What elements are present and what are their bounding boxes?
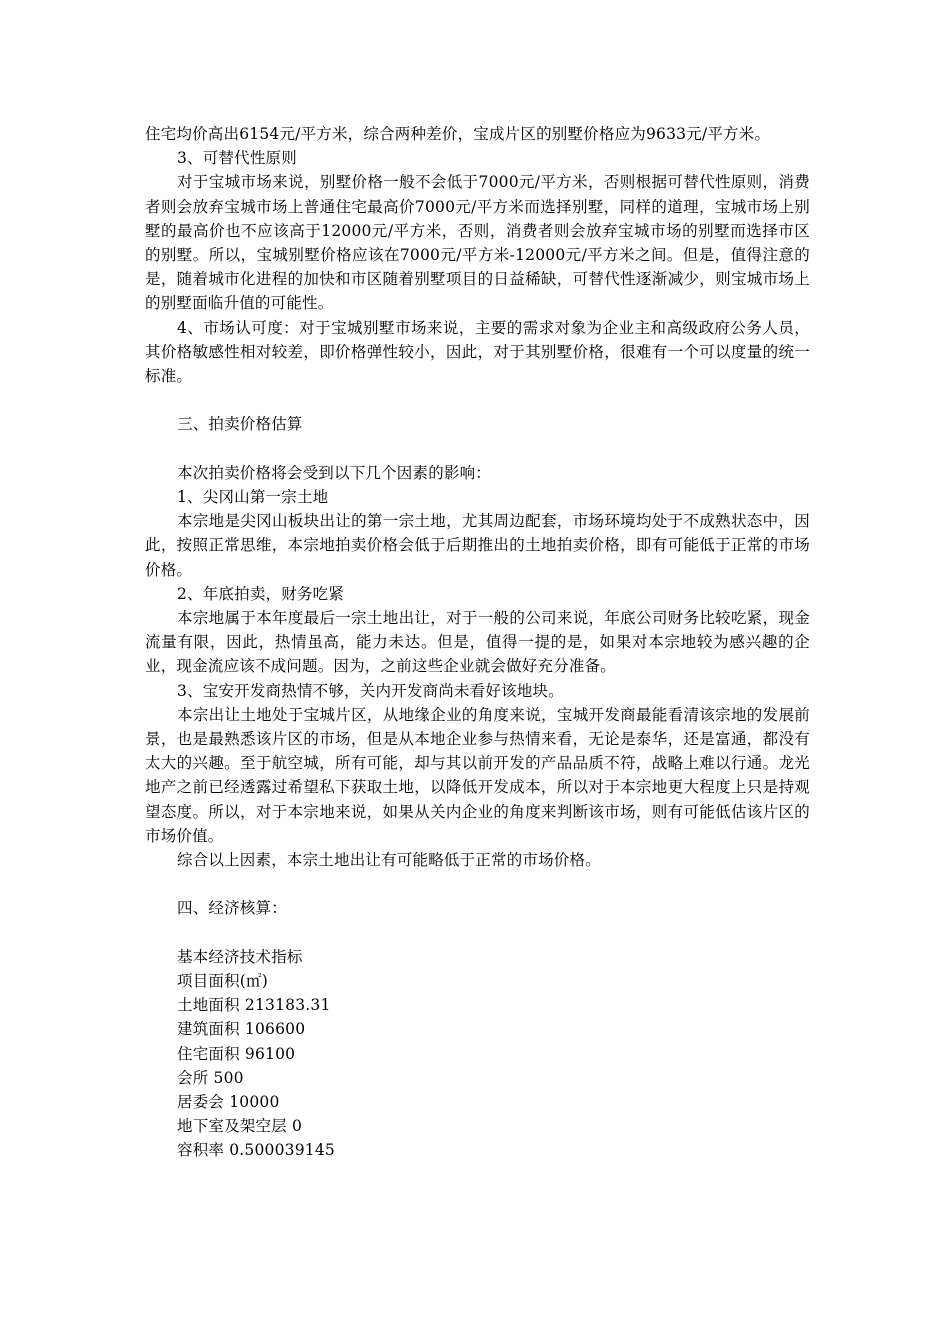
spacer (145, 872, 810, 896)
indicator-clubhouse: 会所 500 (177, 1068, 244, 1087)
heading-economic-accounting: 四、经济核算： (177, 899, 287, 918)
document-page (145, 122, 810, 1163)
spacer (145, 437, 810, 461)
indicator-building-area: 建筑面积 106600 (177, 1020, 306, 1039)
spacer (145, 921, 810, 945)
indicator-plot-ratio: 容积率 0.500039145 (177, 1141, 335, 1160)
heading-factor-2: 2、年底拍卖，财务吃紧 (177, 584, 345, 603)
paragraph-market-acceptance: 4、市场认可度：对于宝城别墅市场来说，主要的需求对象为企业主和高级政府公务人员，其价格敏感性相对较差，即价格弹性较小，因此，对于其别墅价格，很难有一个可以度量的统一标准。 (145, 318, 810, 386)
indicators-list (145, 993, 810, 1162)
indicator-basement: 地下室及架空层 0 (177, 1117, 303, 1136)
paragraph-factor-3: 本宗出让土地处于宝城片区，从地缘企业的角度来说，宝城开发商最能看清该宗地的发展前景，也是最熟悉该片区的市场，但是从本地企业参与热情来看，无论是泰华，还是富通，都没有太大的兴趣。至于航空城，所有可能，却与其以前开发的产品品质不符，战略上难以行通。龙光地产之前已经透露过希望私下获取土地，以降低开发成本，所以对于本宗地更大程度上只是持观望态度。所以，对于本宗地来说，如果从关内企业的角度来判断该市场，则有可能低估该片区的市场价值。 (145, 705, 810, 845)
heading-auction-price-estimate: 三、拍卖价格估算 (177, 415, 303, 434)
spacer (145, 388, 810, 412)
paragraph-substitution-principle: 对于宝城市场来说，别墅价格一般不会低于7000元/平方米，否则根据可替代性原则，消费者则会放弃宝城市场上普通住宅最高价7000元/平方米而选择别墅，同样的道理，宝城市场上别墅的最高价也不应该高于12000元/平方米，否则，消费者则会放弃宝城市场的别墅而选择市区的别墅。所以，宝城别墅价格应该在7000元/平方米-12000元/平方米之间。但是，值得注意的是，随着城市化进程的加快和市区随着别墅项目的日益稀缺，可替代性逐渐减少，则宝城市场上的别墅面临升值的可能性。 (145, 173, 810, 313)
conclusion: 综合以上因素，本宗土地出让有可能略低于正常的市场价格。 (177, 851, 601, 870)
heading-factor-1: 1、尖冈山第一宗土地 (177, 488, 329, 507)
indicator-residential-area: 住宅面积 96100 (177, 1044, 296, 1063)
indicator-residents-committee: 居委会 10000 (177, 1093, 280, 1112)
heading-substitution-principle: 3、可替代性原则 (177, 149, 297, 168)
indicators-title: 基本经济技术指标 (177, 947, 303, 966)
factors-intro: 本次拍卖价格将会受到以下几个因素的影响： (177, 463, 492, 482)
paragraph-factor-1: 本宗地是尖冈山板块出让的第一宗土地，尤其周边配套，市场环境均处于不成熟状态中，因此，按照正常思维，本宗地拍卖价格会低于后期推出的土地拍卖价格，即有可能低于正常的市场价格。 (145, 512, 810, 579)
heading-factor-3: 3、宝安开发商热情不够，关内开发商尚未看好该地块。 (177, 681, 564, 700)
previous-paragraph-tail: 住宅均价高出6154元/平方米，综合两种差价，宝成片区的别墅价格应为9633元/平方米。 (145, 125, 771, 143)
indicator-land-area: 土地面积 213183.31 (177, 996, 331, 1015)
paragraph-factor-2: 本宗地属于本年度最后一宗土地出让，对于一般的公司来说，年底公司财务比较吃紧，现金流量有限，因此，热情虽高，能力未达。但是，值得一提的是，如果对本宗地较为感兴趣的企业，现金流应该不成问题。因为，之前这些企业就会做好充分准备。 (145, 609, 810, 676)
indicators-header: 项目面积(㎡) (177, 972, 268, 991)
